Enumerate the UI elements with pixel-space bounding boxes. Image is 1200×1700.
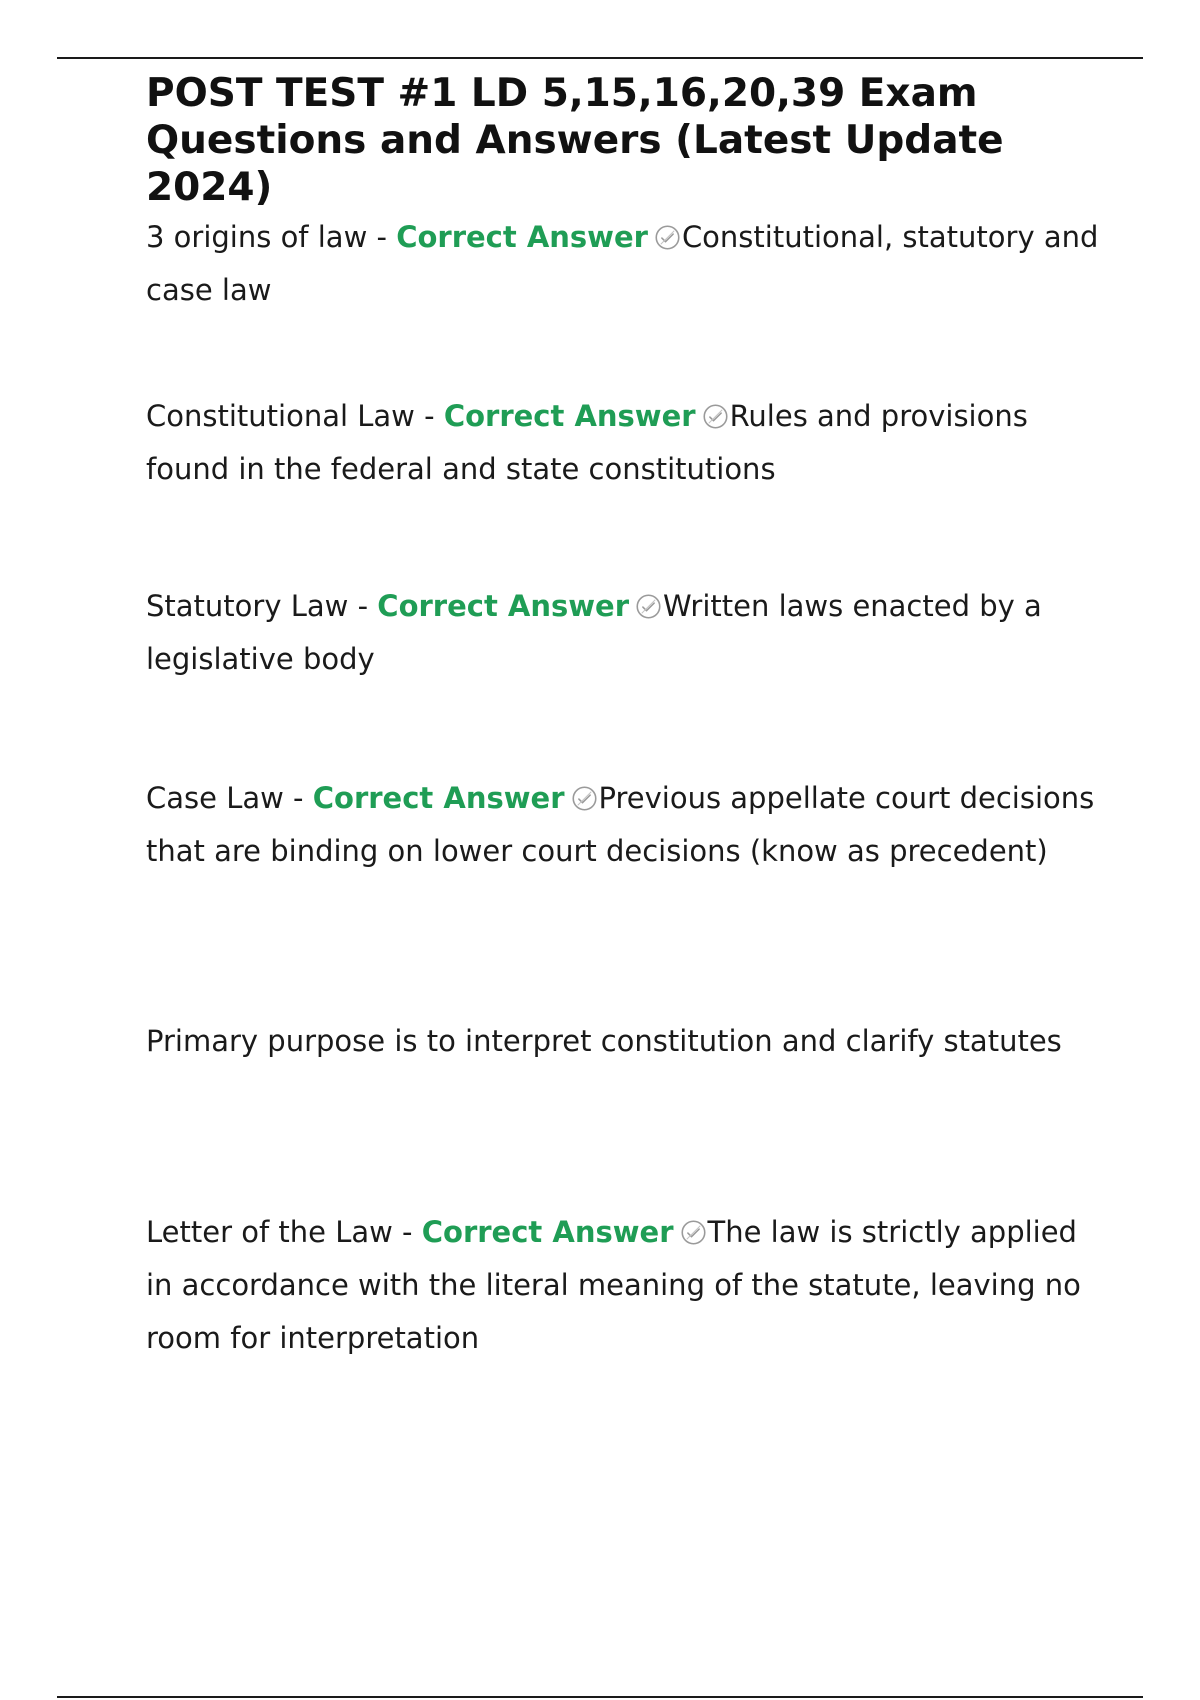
qa-text: Primary purpose is to interpret constitution and clarify statutes	[146, 1024, 1062, 1058]
correct-answer-label: Correct Answer	[443, 399, 696, 433]
qa-item	[146, 211, 1106, 317]
check-circle-icon	[702, 394, 729, 421]
check-circle-icon	[571, 776, 598, 803]
qa-answer: The law is strictly applied in accordance with the literal meaning of the statute, leaving no room for interpretation	[146, 1215, 1081, 1355]
qa-item	[146, 390, 1106, 496]
qa-item	[146, 772, 1106, 878]
qa-answer: Constitutional, statutory and case law	[146, 220, 1099, 307]
top-rule	[57, 57, 1143, 59]
qa-separator: -	[414, 399, 444, 433]
qa-separator: -	[367, 220, 397, 254]
correct-answer-label: Correct Answer	[377, 589, 630, 623]
bottom-rule	[57, 1696, 1143, 1698]
qa-item	[146, 1015, 1106, 1068]
qa-separator: -	[392, 1215, 422, 1249]
qa-term: Case Law	[146, 781, 284, 815]
check-circle-icon	[654, 215, 681, 242]
correct-answer-label: Correct Answer	[312, 781, 565, 815]
qa-separator: -	[348, 589, 378, 623]
qa-term: Constitutional Law	[146, 399, 415, 433]
correct-answer-label: Correct Answer	[396, 220, 648, 254]
qa-term: Statutory Law	[146, 589, 349, 623]
qa-separator: -	[283, 781, 313, 815]
correct-answer-label: Correct Answer	[421, 1215, 674, 1249]
qa-answer: Written laws enacted by a legislative body	[146, 589, 1042, 676]
qa-answer: Rules and provisions found in the federal and state constitutions	[146, 399, 1028, 486]
document-body	[146, 70, 1106, 1355]
qa-item	[146, 1206, 1106, 1365]
qa-answer: Previous appellate court decisions that are binding on lower court decisions (know as precedent)	[146, 781, 1095, 868]
qa-item	[146, 580, 1106, 686]
check-circle-icon	[635, 584, 662, 611]
qa-term: 3 origins of law	[146, 220, 368, 254]
check-circle-icon	[680, 1210, 707, 1237]
qa-term: Letter of the Law	[146, 1215, 393, 1249]
document-title: POST TEST #1 LD 5,15,16,20,39 Exam Questions and Answers (Latest Update 2024)	[146, 71, 1004, 210]
